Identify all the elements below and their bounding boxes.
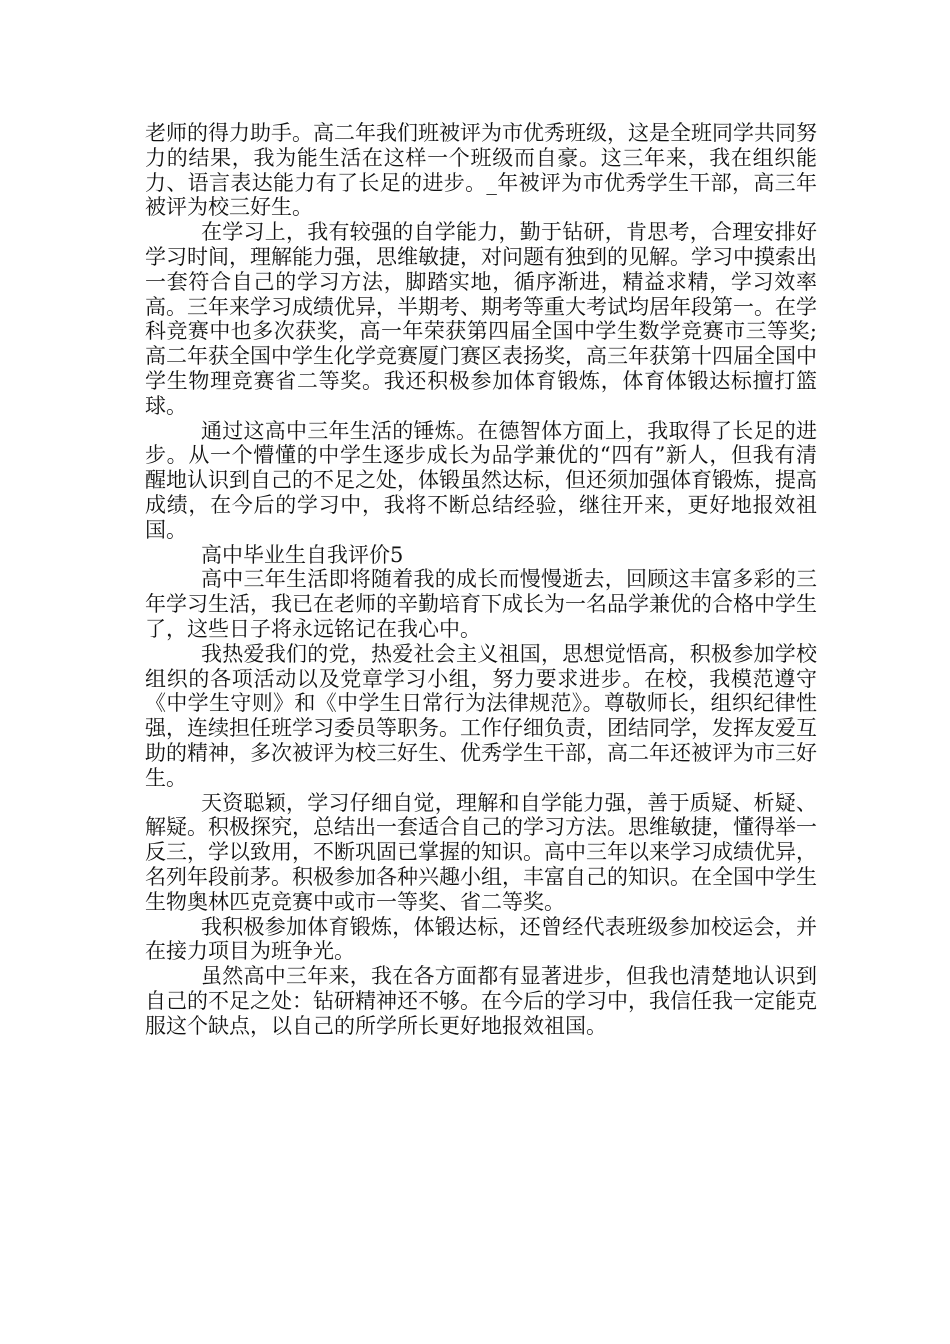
paragraph-conclusion: 虽然高中三年来，我在各方面都有显著进步，但我也清楚地认识到自己的不足之处：钻研精神还不够。在今后的学习中，我信任我一定能克服这个缺点，以自己的所学所长更好地报效祖国。 [145, 964, 817, 1038]
document-page [145, 121, 817, 1038]
paragraph-sports: 我积极参加体育锻炼，体锻达标，还曾经代表班级参加校运会，并在接力项目为班争光。 [145, 914, 817, 964]
section-heading: 高中毕业生自我评价5 [201, 542, 404, 567]
paragraph-learning: 天资聪颖，学习仔细自觉，理解和自学能力强，善于质疑、析疑、解疑。积极探究，总结出一套适合自己的学习方法。思维敏捷，懂得举一反三，学以致用，不断巩固已掌握的知识。高中三年以来学习成绩优异，名列年段前茅。积极参加各种兴趣小组，丰富自己的知识。在全国中学生生物奥林匹克竞赛中或市一等奖、省二等奖。 [145, 790, 817, 914]
paragraph-progress: 通过这高中三年生活的锤炼。在德智体方面上，我取得了长足的进步。从一个懵懂的中学生逐步成长为品学兼优的“四有”新人，但我有清醒地认识到自己的不足之处，体锻虽然达标，但还须加强体育锻炼，提高成绩，在今后的学习中，我将不断总结经验，继往开来，更好地报效祖国。 [145, 418, 817, 542]
paragraph-continuation: 老师的得力助手。高二年我们班被评为市优秀班级，这是全班同学共同努力的结果，我为能生活在这样一个班级而自豪。这三年来，我在组织能力、语言表达能力有了长足的进步。_年被评为市优秀学生干部，高三年被评为校三好生。 [145, 121, 817, 220]
paragraph-study: 在学习上，我有较强的自学能力，勤于钻研，肯思考，合理安排好学习时间，理解能力强，思维敏捷，对问题有独到的见解。学习中摸索出一套符合自己的学习方法，脚踏实地，循序渐进，精益求精，学习效率高。三年来学习成绩优异，半期考、期考等重大考试均居年段第一。在学科竞赛中也多次获奖，高一年荣获第四届全国中学生数学竞赛市三等奖;高二年获全国中学生化学竞赛厦门赛区表扬奖，高三年获第十四届全国中学生物理竞赛省二等奖。我还积极参加体育锻炼，体育体锻达标擅打篮球。 [145, 220, 817, 418]
paragraph-ideology: 我热爱我们的党，热爱社会主义祖国，思想觉悟高，积极参加学校组织的各项活动以及党章学习小组，努力要求进步。在校，我模范遵守《中学生守则》和《中学生日常行为法律规范》。尊敬师长，组织纪律性强，连续担任班学习委员等职务。工作仔细负责，团结同学，发挥友爱互助的精神，多次被评为校三好生、优秀学生干部，高二年还被评为市三好生。 [145, 641, 817, 790]
paragraph-intro: 高中三年生活即将随着我的成长而慢慢逝去，回顾这丰富多彩的三年学习生活，我已在老师的辛勤培育下成长为一名品学兼优的合格中学生了，这些日子将永远铭记在我心中。 [145, 567, 817, 641]
